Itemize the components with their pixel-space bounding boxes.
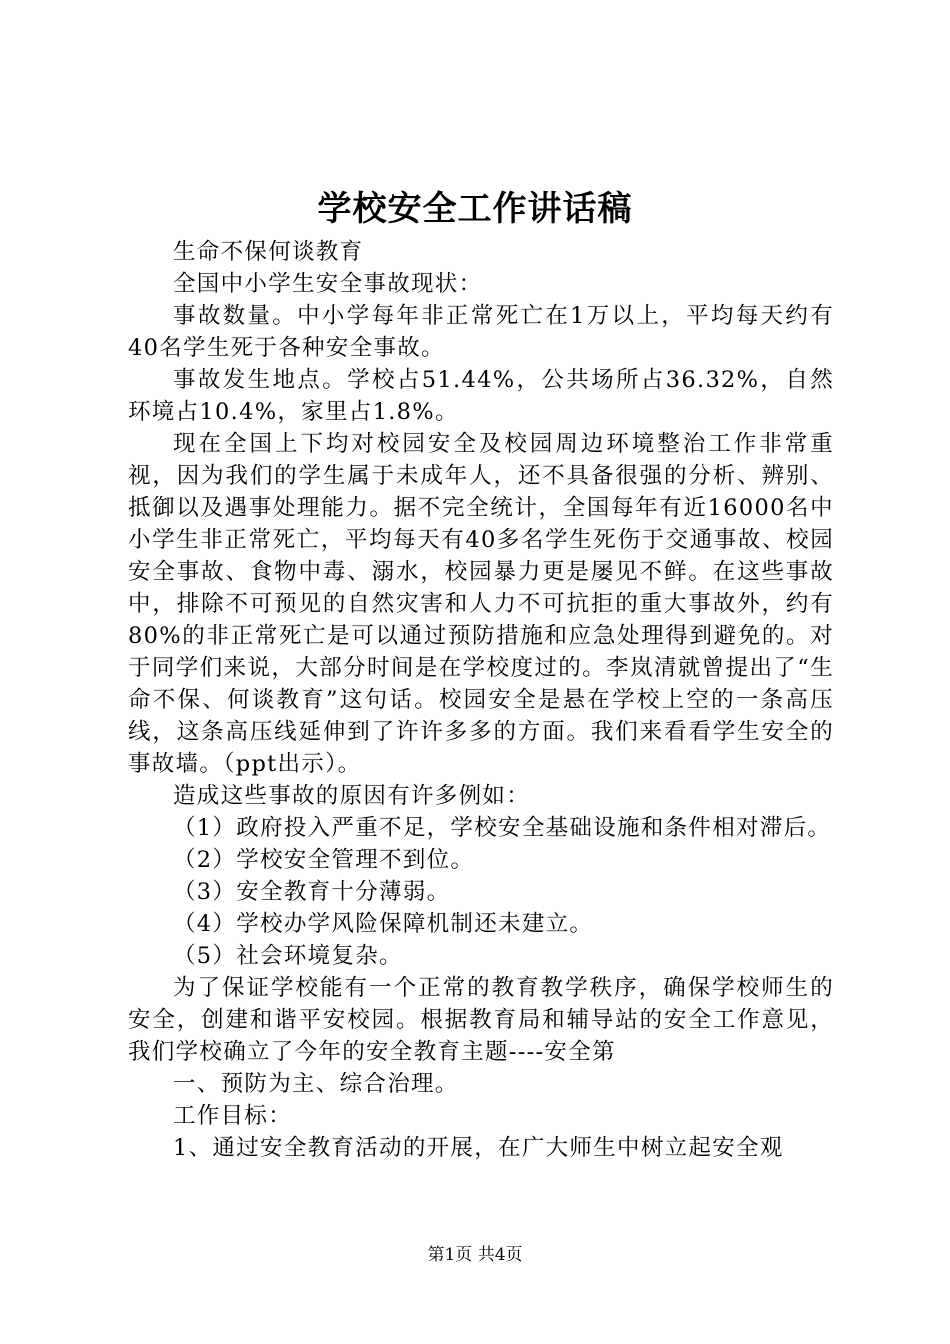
paragraph-cause-5: （5）社会环境复杂。: [173, 943, 403, 969]
paragraph-causes-heading: 造成这些事故的原因有许多例如：: [173, 783, 531, 809]
paragraph-cause-3: （3）安全教育十分薄弱。: [173, 879, 451, 905]
page-total: 共4页: [477, 1245, 523, 1265]
paragraph-accident-location: 事故发生地点。学校占51.44%，公共场所占36.32%，自然环境占10.4%，家里占1.8%。: [128, 367, 834, 425]
paragraph-goal-1: 1、通过安全教育活动的开展，在广大师生中树立起安全观: [173, 1135, 784, 1161]
paragraph-subtitle: 生命不保何谈教育: [173, 239, 364, 265]
paragraph-accident-count: 事故数量。中小学每年非正常死亡在1万以上，平均每天约有40名学生死于各种安全事故。: [128, 303, 834, 361]
document-title: 学校安全工作讲话稿: [317, 189, 633, 229]
paragraph-cause-2: （2）学校安全管理不到位。: [173, 847, 475, 873]
paragraph-cause-4: （4）学校办学风险保障机制还未建立。: [173, 911, 594, 937]
paragraph-school-theme: 为了保证学校能有一个正常的教育教学秩序，确保学校师生的安全，创建和谐平安校园。根据教育局和辅导站的安全工作意见，我们学校确立了今年的安全教育主题----安全第: [128, 975, 834, 1065]
paragraph-goals-heading: 工作目标：: [173, 1103, 293, 1129]
page-footer: [0, 1244, 950, 1266]
paragraph-prevention: 一、预防为主、综合治理。: [173, 1071, 459, 1097]
document-body: [128, 236, 834, 1164]
paragraph-status-heading: 全国中小学生安全事故现状：: [173, 271, 483, 297]
paragraph-cause-1: （1）政府投入严重不足，学校安全基础设施和条件相对滞后。: [173, 815, 832, 841]
page-number: 第1页: [427, 1245, 473, 1265]
paragraph-main-discussion: 现在全国上下均对校园安全及校园周边环境整治工作非常重视，因为我们的学生属于未成年人，还不具备很强的分析、辨别、抵御以及遇事处理能力。据不完全统计，全国每年有近16000名中小学生非正常死亡，平均每天有40多名学生死伤于交通事故、校园安全事故、食物中毒、溺水，校园暴力更是屡见不鲜。在这些事故中，排除不可预见的自然灾害和人力不可抗拒的重大事故外，约有80%的非正常死亡是可以通过预防措施和应急处理得到避免的。对于同学们来说，大部分时间是在学校度过的。李岚清就曾提出了“生命不保、何谈教育”这句话。校园安全是悬在学校上空的一条高压线，这条高压线延伸到了许许多多的方面。我们来看看学生安全的事故墙。（ppt出示）。: [128, 431, 834, 777]
